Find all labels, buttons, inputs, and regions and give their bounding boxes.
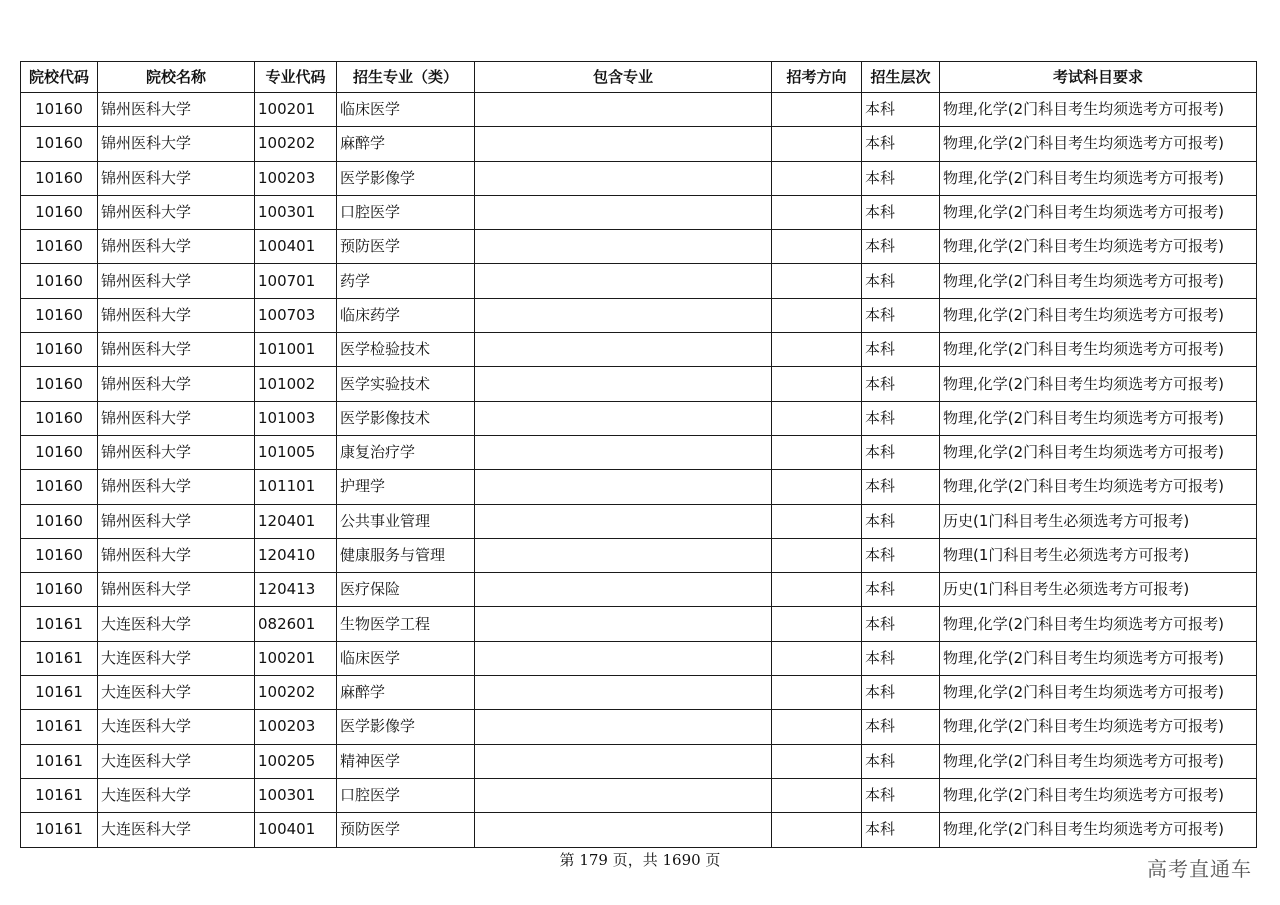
header-major: 招生专业（类） [337, 62, 475, 93]
table-row [21, 127, 1257, 161]
cell-school-code: 10161 [21, 744, 98, 778]
cell-major: 生物医学工程 [337, 607, 475, 641]
cell-major: 健康服务与管理 [337, 538, 475, 572]
cell-school-name: 锦州医科大学 [98, 573, 255, 607]
cell-major-code: 100301 [255, 778, 337, 812]
cell-included-majors [475, 470, 772, 504]
cell-direction [772, 230, 862, 264]
cell-level: 本科 [862, 470, 940, 504]
cell-direction [772, 401, 862, 435]
cell-included-majors [475, 264, 772, 298]
cell-school-name: 锦州医科大学 [98, 195, 255, 229]
cell-school-name: 锦州医科大学 [98, 230, 255, 264]
cell-major-code: 101002 [255, 367, 337, 401]
cell-level: 本科 [862, 538, 940, 572]
cell-included-majors [475, 367, 772, 401]
cell-school-code: 10160 [21, 161, 98, 195]
cell-direction [772, 504, 862, 538]
cell-subject-requirement: 物理(1门科目考生必须选考方可报考) [940, 538, 1257, 572]
cell-included-majors [475, 298, 772, 332]
cell-level: 本科 [862, 367, 940, 401]
cell-subject-requirement: 物理,化学(2门科目考生均须选考方可报考) [940, 401, 1257, 435]
cell-school-name: 锦州医科大学 [98, 161, 255, 195]
cell-school-code: 10161 [21, 641, 98, 675]
page-number: 第 179 页，共 1690 页 [559, 851, 721, 869]
header-subject-requirement: 考试科目要求 [940, 62, 1257, 93]
cell-level: 本科 [862, 676, 940, 710]
cell-direction [772, 435, 862, 469]
cell-direction [772, 298, 862, 332]
cell-direction [772, 333, 862, 367]
header-school-name: 院校名称 [98, 62, 255, 93]
cell-school-code: 10160 [21, 573, 98, 607]
cell-included-majors [475, 93, 772, 127]
cell-major-code: 120413 [255, 573, 337, 607]
cell-major-code: 100301 [255, 195, 337, 229]
cell-subject-requirement: 物理,化学(2门科目考生均须选考方可报考) [940, 127, 1257, 161]
cell-major: 临床药学 [337, 298, 475, 332]
table-row [21, 641, 1257, 675]
cell-major: 医学实验技术 [337, 367, 475, 401]
cell-major-code: 120410 [255, 538, 337, 572]
table-row [21, 401, 1257, 435]
cell-level: 本科 [862, 161, 940, 195]
cell-school-name: 大连医科大学 [98, 641, 255, 675]
cell-major-code: 100203 [255, 710, 337, 744]
cell-direction [772, 93, 862, 127]
cell-school-code: 10160 [21, 367, 98, 401]
cell-school-name: 锦州医科大学 [98, 470, 255, 504]
cell-included-majors [475, 161, 772, 195]
cell-included-majors [475, 504, 772, 538]
cell-included-majors [475, 195, 772, 229]
cell-school-code: 10160 [21, 195, 98, 229]
cell-major: 药学 [337, 264, 475, 298]
cell-included-majors [475, 573, 772, 607]
cell-school-code: 10160 [21, 298, 98, 332]
cell-major: 口腔医学 [337, 195, 475, 229]
header-school-code: 院校代码 [21, 62, 98, 93]
cell-subject-requirement: 物理,化学(2门科目考生均须选考方可报考) [940, 195, 1257, 229]
cell-school-name: 大连医科大学 [98, 778, 255, 812]
cell-included-majors [475, 710, 772, 744]
cell-major: 麻醉学 [337, 127, 475, 161]
cell-school-code: 10161 [21, 778, 98, 812]
cell-school-code: 10160 [21, 93, 98, 127]
cell-major-code: 100201 [255, 641, 337, 675]
cell-major: 预防医学 [337, 813, 475, 847]
table-row [21, 778, 1257, 812]
table-row [21, 710, 1257, 744]
cell-major: 预防医学 [337, 230, 475, 264]
cell-school-code: 10160 [21, 470, 98, 504]
cell-major: 临床医学 [337, 641, 475, 675]
cell-school-code: 10161 [21, 813, 98, 847]
table-row [21, 435, 1257, 469]
cell-major: 医学影像学 [337, 710, 475, 744]
cell-level: 本科 [862, 744, 940, 778]
cell-subject-requirement: 物理,化学(2门科目考生均须选考方可报考) [940, 298, 1257, 332]
cell-major-code: 100401 [255, 813, 337, 847]
cell-major: 麻醉学 [337, 676, 475, 710]
cell-direction [772, 710, 862, 744]
table-row [21, 195, 1257, 229]
cell-major-code: 100205 [255, 744, 337, 778]
cell-school-name: 锦州医科大学 [98, 333, 255, 367]
cell-school-name: 大连医科大学 [98, 710, 255, 744]
cell-major: 精神医学 [337, 744, 475, 778]
cell-included-majors [475, 127, 772, 161]
cell-subject-requirement: 历史(1门科目考生必须选考方可报考) [940, 573, 1257, 607]
cell-school-name: 大连医科大学 [98, 744, 255, 778]
table-row [21, 744, 1257, 778]
table-row [21, 264, 1257, 298]
cell-level: 本科 [862, 195, 940, 229]
cell-subject-requirement: 物理,化学(2门科目考生均须选考方可报考) [940, 93, 1257, 127]
cell-subject-requirement: 物理,化学(2门科目考生均须选考方可报考) [940, 367, 1257, 401]
cell-major-code: 101001 [255, 333, 337, 367]
watermark: 高考直通车 [1147, 857, 1252, 881]
cell-major-code: 100202 [255, 676, 337, 710]
cell-included-majors [475, 607, 772, 641]
table-row [21, 298, 1257, 332]
cell-major-code: 100401 [255, 230, 337, 264]
cell-included-majors [475, 333, 772, 367]
cell-included-majors [475, 813, 772, 847]
enrollment-table [20, 61, 1257, 848]
cell-school-code: 10160 [21, 538, 98, 572]
cell-direction [772, 641, 862, 675]
cell-major: 临床医学 [337, 93, 475, 127]
table-row [21, 333, 1257, 367]
table-body [21, 93, 1257, 848]
cell-subject-requirement: 物理,化学(2门科目考生均须选考方可报考) [940, 470, 1257, 504]
table-row [21, 93, 1257, 127]
table-row [21, 573, 1257, 607]
cell-school-code: 10161 [21, 710, 98, 744]
cell-subject-requirement: 物理,化学(2门科目考生均须选考方可报考) [940, 676, 1257, 710]
cell-subject-requirement: 物理,化学(2门科目考生均须选考方可报考) [940, 641, 1257, 675]
cell-major: 医疗保险 [337, 573, 475, 607]
cell-subject-requirement: 物理,化学(2门科目考生均须选考方可报考) [940, 607, 1257, 641]
cell-level: 本科 [862, 710, 940, 744]
cell-major: 康复治疗学 [337, 435, 475, 469]
cell-subject-requirement: 物理,化学(2门科目考生均须选考方可报考) [940, 710, 1257, 744]
cell-school-name: 大连医科大学 [98, 813, 255, 847]
cell-level: 本科 [862, 264, 940, 298]
cell-level: 本科 [862, 230, 940, 264]
cell-direction [772, 676, 862, 710]
cell-school-name: 大连医科大学 [98, 607, 255, 641]
table-row [21, 538, 1257, 572]
cell-major-code: 101101 [255, 470, 337, 504]
cell-direction [772, 573, 862, 607]
cell-major-code: 101003 [255, 401, 337, 435]
cell-direction [772, 813, 862, 847]
cell-major-code: 101005 [255, 435, 337, 469]
cell-direction [772, 778, 862, 812]
header-included-majors: 包含专业 [475, 62, 772, 93]
cell-major-code: 120401 [255, 504, 337, 538]
table-row [21, 161, 1257, 195]
table-row [21, 504, 1257, 538]
cell-school-code: 10161 [21, 676, 98, 710]
header-direction: 招考方向 [772, 62, 862, 93]
cell-major-code: 100202 [255, 127, 337, 161]
cell-major: 护理学 [337, 470, 475, 504]
cell-school-name: 锦州医科大学 [98, 298, 255, 332]
cell-subject-requirement: 物理,化学(2门科目考生均须选考方可报考) [940, 813, 1257, 847]
cell-school-name: 锦州医科大学 [98, 367, 255, 401]
cell-level: 本科 [862, 401, 940, 435]
cell-subject-requirement: 物理,化学(2门科目考生均须选考方可报考) [940, 230, 1257, 264]
cell-direction [772, 195, 862, 229]
cell-subject-requirement: 物理,化学(2门科目考生均须选考方可报考) [940, 744, 1257, 778]
cell-direction [772, 538, 862, 572]
cell-school-code: 10160 [21, 504, 98, 538]
cell-included-majors [475, 538, 772, 572]
cell-included-majors [475, 435, 772, 469]
cell-level: 本科 [862, 778, 940, 812]
cell-major: 医学影像技术 [337, 401, 475, 435]
cell-school-code: 10160 [21, 401, 98, 435]
cell-level: 本科 [862, 813, 940, 847]
table-header-row [21, 62, 1257, 93]
cell-major-code: 100203 [255, 161, 337, 195]
cell-major-code: 100701 [255, 264, 337, 298]
cell-direction [772, 264, 862, 298]
cell-direction [772, 161, 862, 195]
cell-level: 本科 [862, 435, 940, 469]
cell-school-code: 10161 [21, 607, 98, 641]
cell-subject-requirement: 物理,化学(2门科目考生均须选考方可报考) [940, 333, 1257, 367]
cell-school-code: 10160 [21, 127, 98, 161]
cell-school-name: 锦州医科大学 [98, 435, 255, 469]
cell-subject-requirement: 物理,化学(2门科目考生均须选考方可报考) [940, 161, 1257, 195]
cell-direction [772, 744, 862, 778]
cell-level: 本科 [862, 641, 940, 675]
header-level: 招生层次 [862, 62, 940, 93]
table-row [21, 470, 1257, 504]
table-row [21, 676, 1257, 710]
cell-subject-requirement: 历史(1门科目考生必须选考方可报考) [940, 504, 1257, 538]
cell-level: 本科 [862, 93, 940, 127]
cell-school-name: 锦州医科大学 [98, 401, 255, 435]
cell-level: 本科 [862, 127, 940, 161]
cell-direction [772, 607, 862, 641]
cell-school-name: 锦州医科大学 [98, 264, 255, 298]
cell-included-majors [475, 641, 772, 675]
table-row [21, 607, 1257, 641]
cell-major-code: 082601 [255, 607, 337, 641]
cell-level: 本科 [862, 573, 940, 607]
cell-included-majors [475, 778, 772, 812]
cell-subject-requirement: 物理,化学(2门科目考生均须选考方可报考) [940, 778, 1257, 812]
cell-school-name: 锦州医科大学 [98, 504, 255, 538]
table-row [21, 230, 1257, 264]
cell-school-code: 10160 [21, 435, 98, 469]
cell-school-name: 锦州医科大学 [98, 538, 255, 572]
cell-subject-requirement: 物理,化学(2门科目考生均须选考方可报考) [940, 264, 1257, 298]
cell-school-code: 10160 [21, 230, 98, 264]
cell-level: 本科 [862, 333, 940, 367]
cell-level: 本科 [862, 607, 940, 641]
header-major-code: 专业代码 [255, 62, 337, 93]
cell-included-majors [475, 401, 772, 435]
cell-major: 公共事业管理 [337, 504, 475, 538]
table-row [21, 367, 1257, 401]
cell-included-majors [475, 676, 772, 710]
cell-subject-requirement: 物理,化学(2门科目考生均须选考方可报考) [940, 435, 1257, 469]
cell-school-code: 10160 [21, 264, 98, 298]
cell-included-majors [475, 230, 772, 264]
table-row [21, 813, 1257, 847]
cell-level: 本科 [862, 504, 940, 538]
cell-major-code: 100201 [255, 93, 337, 127]
cell-school-code: 10160 [21, 333, 98, 367]
cell-school-name: 锦州医科大学 [98, 127, 255, 161]
cell-major: 医学影像学 [337, 161, 475, 195]
cell-included-majors [475, 744, 772, 778]
cell-school-name: 大连医科大学 [98, 676, 255, 710]
cell-major-code: 100703 [255, 298, 337, 332]
cell-major: 口腔医学 [337, 778, 475, 812]
cell-level: 本科 [862, 298, 940, 332]
cell-direction [772, 127, 862, 161]
cell-school-name: 锦州医科大学 [98, 93, 255, 127]
cell-direction [772, 367, 862, 401]
cell-direction [772, 470, 862, 504]
cell-major: 医学检验技术 [337, 333, 475, 367]
